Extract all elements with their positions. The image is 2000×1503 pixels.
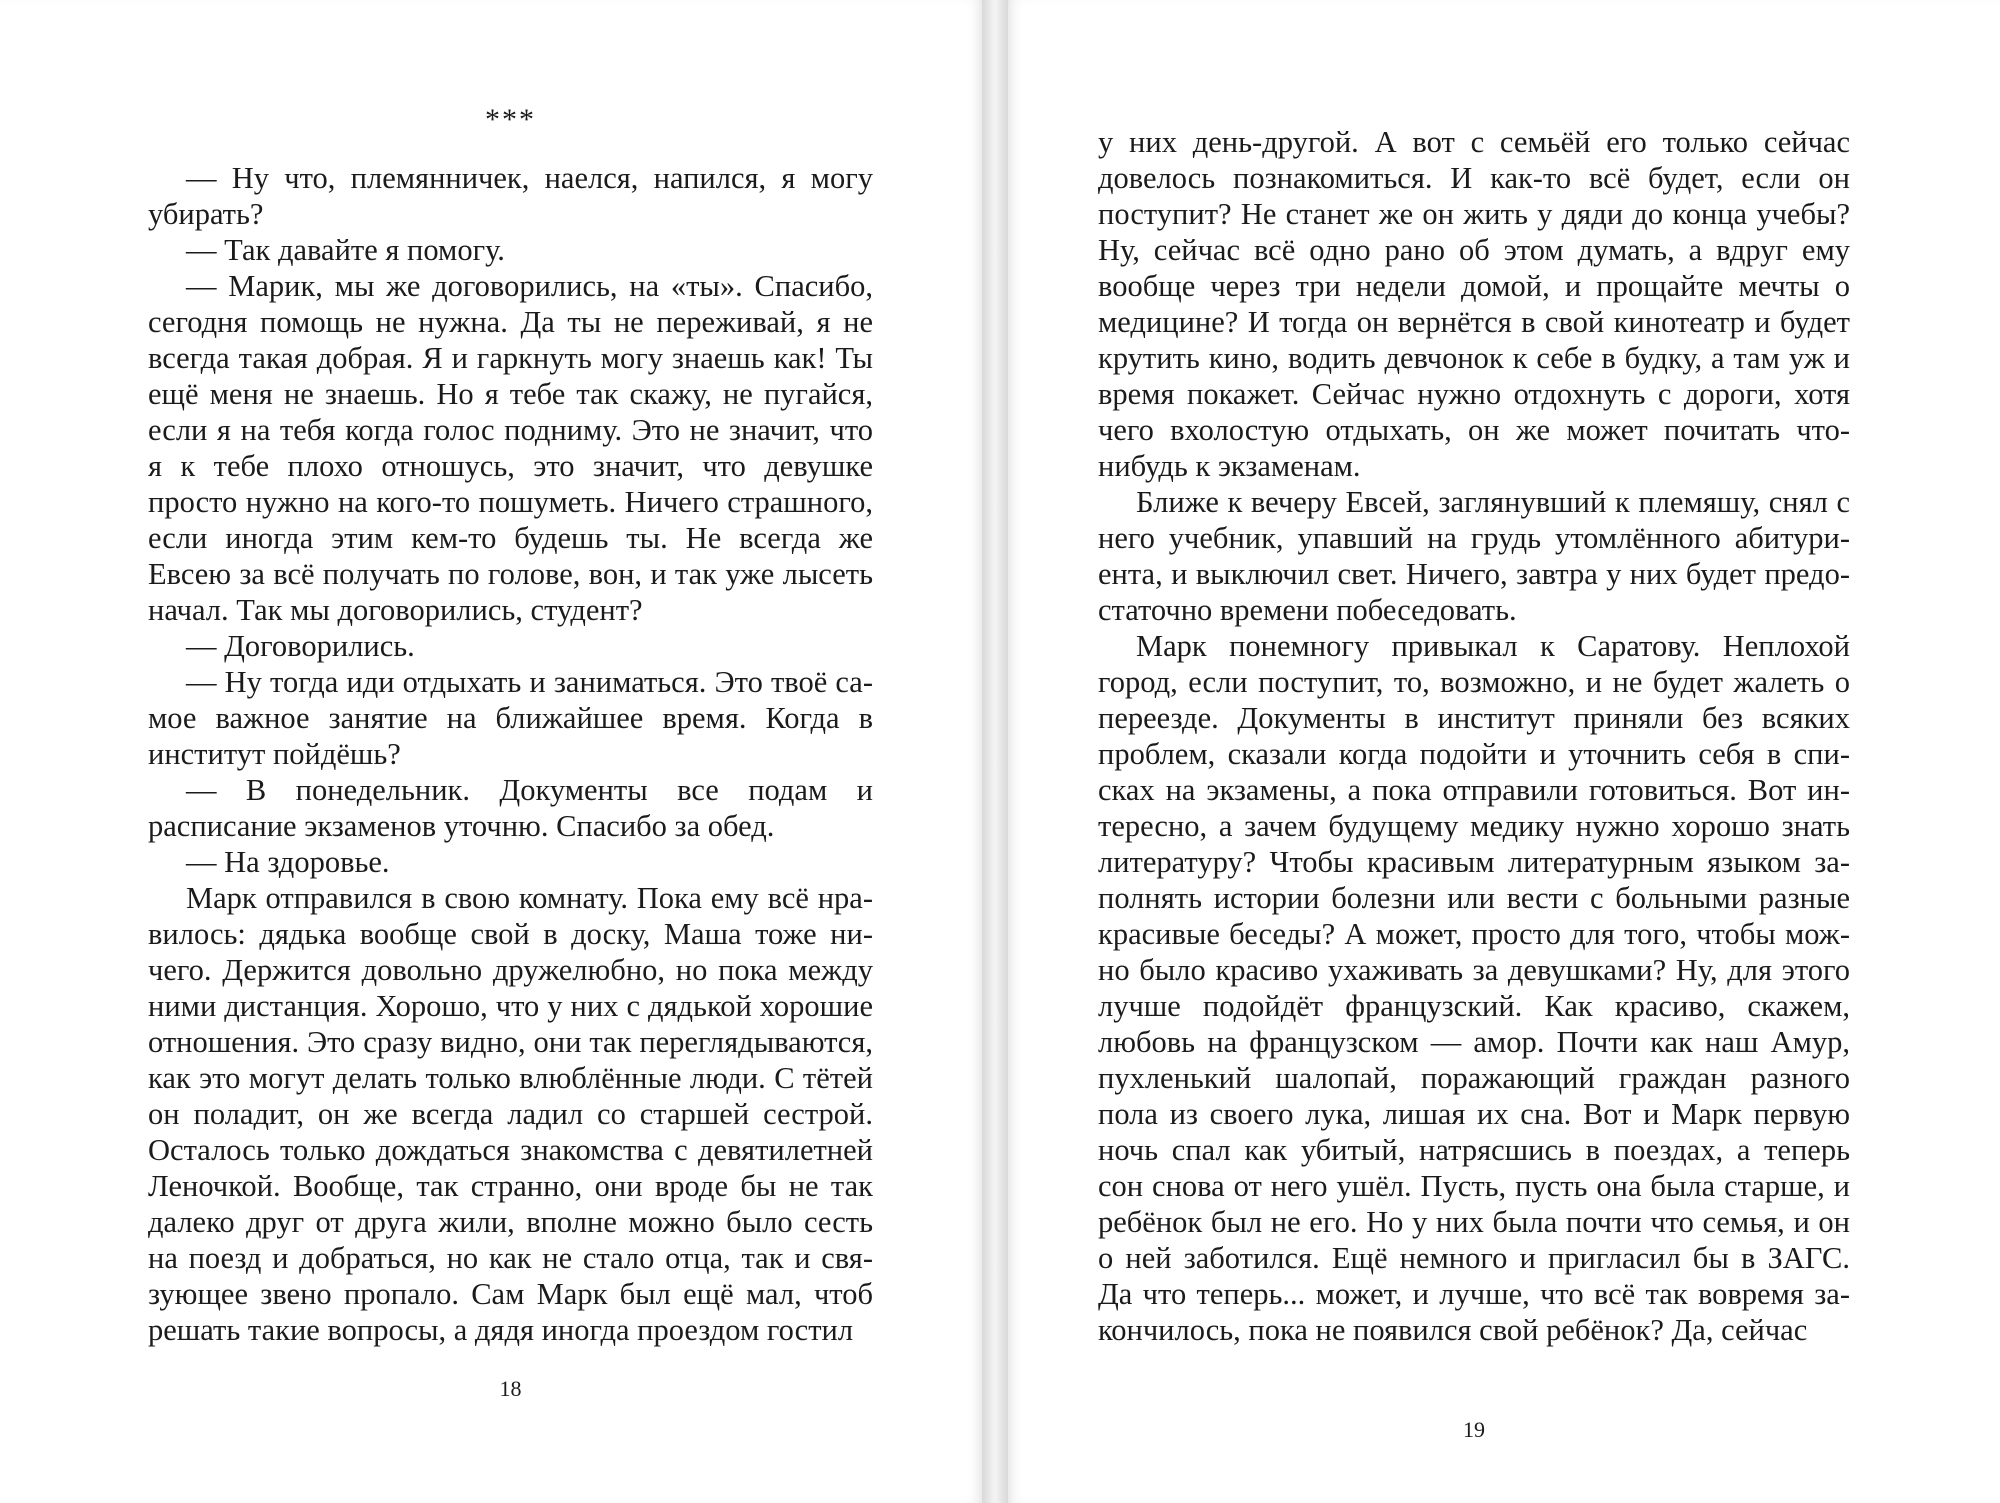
paragraph: Марк понемногу привыкал к Саратову. Неплохой город, если поступит, то, возможно, и не будет жалеть о переезде. Документы в институт приняли без всяких проблем, сказали когда подойти и уточнить себя в списках на экзамены, а пока отправили готовиться. Вот интересно, а зачем будущему медику нужно хорошо знать литературу? Чтобы красивым литературным языком заполнять истории болезни или вести с больными разные красивые беседы? А может, просто для того, чтобы можно было красиво ухаживать за девушками? Ну, для этого лучше подойдёт французский. Как красиво, скажем, любовь на французском — амор. Почти как наш Амур, пухленький шалопай, поражающий граждан разного пола из своего лука, лишая их сна. Вот и Марк первую ночь спал как убитый, натрясшись в поездах, а теперь сон снова от него ушёл. Пусть, пусть она была старше, и ребёнок был не его. Но у них была почти что семья, и он о ней заботился. Ещё немного и пригласил бы в ЗАГС. Да что теперь... может, и лучше, что всё так вовремя закончилось, пока не появился свой ребёнок? Да, сейчас	[1098, 629, 1850, 1347]
paragraph: — Марик, мы же договорились, на «ты». Спасибо, сегодня помощь не нужна. Да ты не переживай, я не всегда такая добрая. Я и гаркнуть могу знаешь как! Ты ещё меня не знаешь. Но я тебе так скажу, не пугайся, если я на тебя когда голос подниму. Это не значит, что я к тебе плохо отношусь, это значит, что девушке просто нужно на кого-то пошуметь. Ничего страшного, если иногда этим кем-то будешь ты. Не всегда же Евсею за всё получать по голове, вон, и так уже лысеть начал. Так мы договорились, студент?	[148, 269, 873, 627]
paragraph: — Так давайте я помогу.	[186, 233, 505, 267]
section-separator: ***	[485, 103, 536, 136]
paragraph: — В понедельник. Документы все подам и расписание экзаменов уточню. Спасибо за обед.	[148, 773, 873, 843]
paragraph: Марк отправился в свою комнату. Пока ему всё нравилось: дядька вообще свой в доску, Маша тоже ничего. Держится довольно дружелюбно, но пока между ними дистанция. Хорошо, что у них с дядькой хорошие отношения. Это сразу видно, они так переглядываются, как это могут делать только влюблённые люди. С тётей он поладит, он же всегда ладил со старшей сестрой. Осталось только дождаться знакомства с девятилетней Леночкой. Вообще, так странно, они вроде бы не так далеко друг от друга жили, вполне можно было сесть на поезд и добраться, но как не стало отца, так и связующее звено пропало. Сам Марк был ещё мал, чтоб решать такие вопросы, а дядя иногда проездом гостил	[148, 881, 873, 1347]
page-number: 18	[499, 1376, 522, 1401]
book-gutter	[982, 0, 1008, 1503]
paragraph: — На здоровье.	[186, 845, 390, 879]
right-page-text	[1098, 124, 1850, 1348]
paragraph-continuation: у них день-другой. А вот с семьёй его только сейчас довелось познакомиться. И как-то всё будет, если он поступит? Не станет же он жить у дяди до конца учебы? Ну, сейчас всё одно рано об этом думать, а вдруг ему вообще через три недели домой, и прощайте мечты о медицине? И тогда он вернётся в свой кинотеатр и будет крутить кино, водить девчонок к себе в будку, а там уж и время покажет. Сейчас нужно отдохнуть с дороги, хотя чего вхолостую отдыхать, он же может почитать что-нибудь к экзаменам.	[1098, 125, 1850, 483]
paragraph: — Ну тогда иди отдыхать и заниматься. Это твоё самое важное занятие на ближайшее время. Когда в институт пойдёшь?	[148, 665, 873, 771]
left-page	[0, 0, 982, 1503]
page-number: 19	[1463, 1417, 1485, 1442]
left-page-text	[148, 160, 873, 1348]
paragraph: — Договорились.	[186, 629, 415, 663]
paragraph: — Ну что, племянничек, наелся, напился, я могу убирать?	[148, 161, 873, 231]
paragraph: Ближе к вечеру Евсей, заглянувший к племяшу, снял с него учебник, упавший на грудь утомлённого абитуриента, и выключил свет. Ничего, завтра у них будет предостаточно времени побеседовать.	[1098, 485, 1850, 627]
right-page	[1008, 0, 2000, 1503]
